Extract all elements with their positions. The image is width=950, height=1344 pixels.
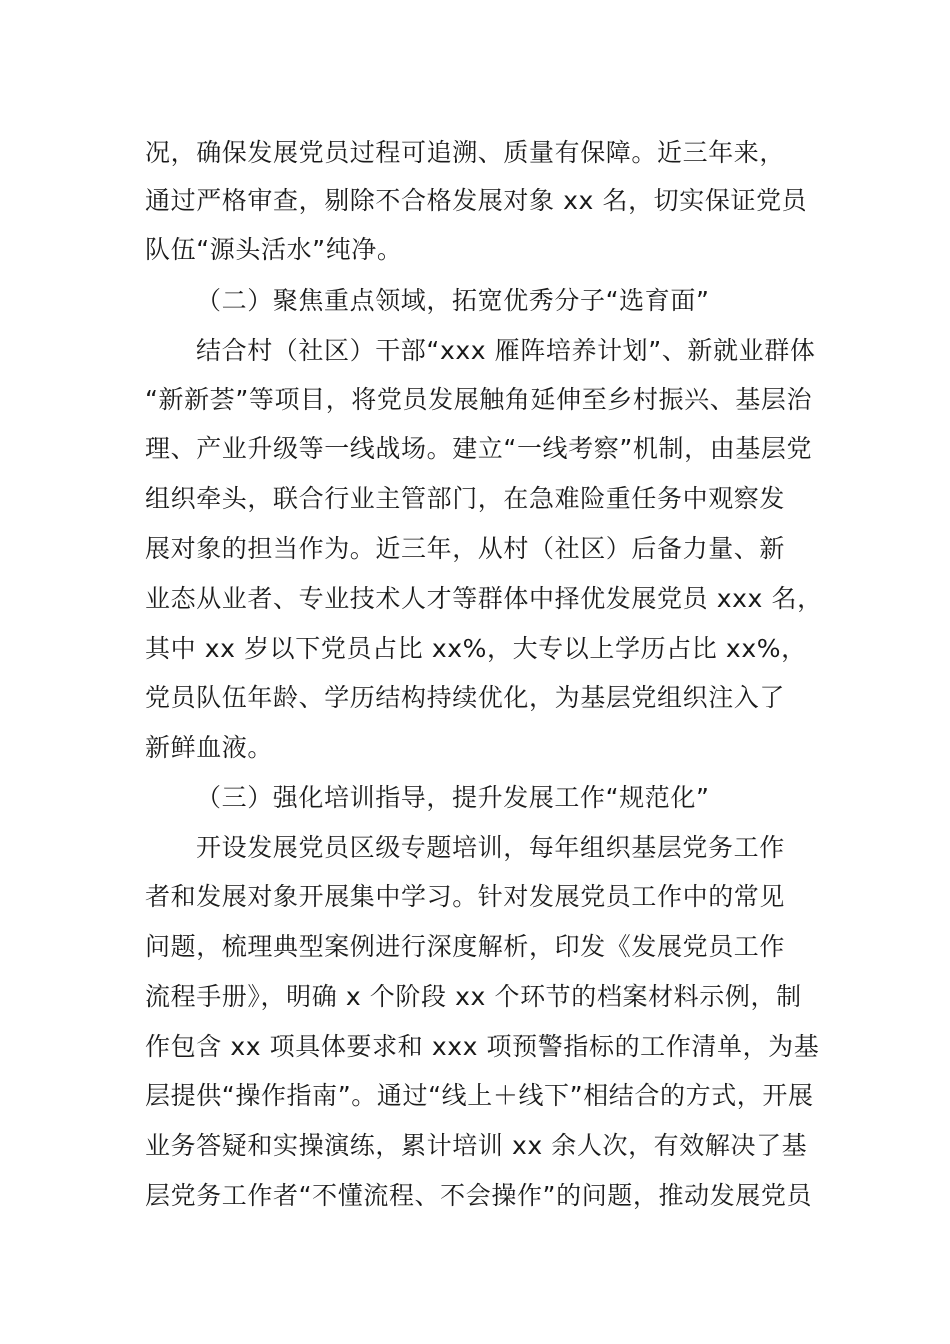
section-heading: （二）聚焦重点领域，拓宽优秀分子“选育面” — [196, 286, 710, 315]
text-line: 层党务工作者“不懂流程、不会操作”的问题，推动发展党员 — [145, 1181, 813, 1210]
text-line: 业态从业者、专业技术人才等群体中择优发展党员 xxx 名， — [145, 584, 823, 613]
text-line: 作包含 xx 项具体要求和 xxx 项预警指标的工作清单，为基 — [145, 1032, 820, 1061]
text-line: 流程手册》，明确 x 个阶段 xx 个环节的档案材料示例，制 — [145, 982, 802, 1011]
text-line: 者和发展对象开展集中学习。针对发展党员工作中的常见 — [145, 882, 786, 911]
text-line: 问题，梳理典型案例进行深度解析，印发《发展党员工作 — [145, 932, 786, 961]
text-line: “新新荟”等项目，将党员发展触角延伸至乡村振兴、基层治 — [145, 385, 813, 414]
text-line: 组织牵头，联合行业主管部门，在急难险重任务中观察发 — [145, 484, 786, 513]
section-heading: （三）强化培训指导，提升发展工作“规范化” — [196, 783, 710, 812]
text-line: 其中 xx 岁以下党员占比 xx%，大专以上学历占比 xx%， — [145, 634, 807, 663]
text-line: 结合村（社区）干部“xxx 雁阵培养计划”、新就业群体 — [196, 336, 816, 365]
text-line: 业务答疑和实操演练，累计培训 xx 余人次，有效解决了基 — [145, 1131, 808, 1160]
text-line: 展对象的担当作为。近三年，从村（社区）后备力量、新 — [145, 534, 786, 563]
text-line: 党员队伍年龄、学历结构持续优化，为基层党组织注入了 — [145, 683, 786, 712]
text-line: 况，确保发展党员过程可追溯、质量有保障。近三年来， — [145, 138, 786, 167]
text-line: 层提供“操作指南”。通过“线上＋线下”相结合的方式，开展 — [145, 1081, 814, 1110]
text-line: 队伍“源头活水”纯净。 — [145, 235, 403, 264]
text-line: 新鲜血液。 — [145, 733, 274, 762]
text-line: 开设发展党员区级专题培训，每年组织基层党务工作 — [196, 833, 785, 862]
text-line: 通过严格审查，剔除不合格发展对象 xx 名，切实保证党员 — [145, 186, 808, 215]
text-line: 理、产业升级等一线战场。建立“一线考察”机制，由基层党 — [145, 434, 813, 463]
